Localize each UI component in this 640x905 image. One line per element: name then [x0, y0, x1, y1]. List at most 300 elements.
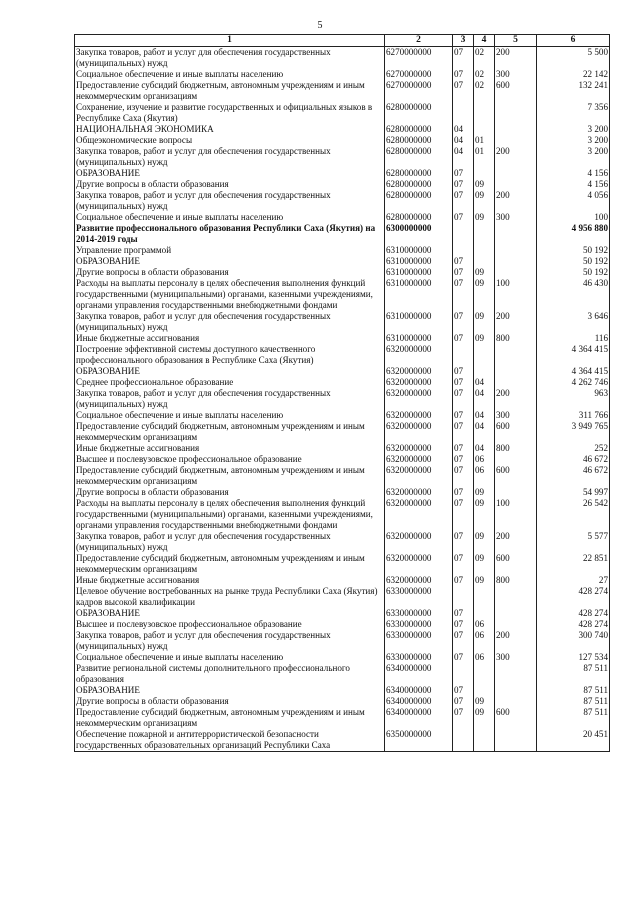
row-amount: 3 200: [537, 124, 610, 135]
row-code: 6320000000: [385, 487, 453, 498]
row-amount: 7 356: [537, 102, 610, 124]
row-section: 04: [453, 124, 474, 135]
row-name: Социальное обеспечение и иные выплаты населению: [75, 212, 385, 223]
row-expense-type: [495, 245, 537, 256]
row-name: ОБРАЗОВАНИЕ: [75, 256, 385, 267]
row-subsection: 04: [474, 388, 495, 410]
row-code: 6320000000: [385, 366, 453, 377]
row-amount: 428 274: [537, 619, 610, 630]
table-row: [75, 586, 610, 608]
row-section: 07: [453, 80, 474, 102]
table-row: [75, 223, 610, 245]
header-code: 2: [385, 35, 453, 47]
row-name: ОБРАЗОВАНИЕ: [75, 608, 385, 619]
header-section: 3: [453, 35, 474, 47]
row-section: 07: [453, 619, 474, 630]
row-expense-type: 300: [495, 652, 537, 663]
row-subsection: [474, 586, 495, 608]
row-amount: 26 542: [537, 498, 610, 531]
row-expense-type: 200: [495, 47, 537, 70]
table-row: [75, 553, 610, 575]
row-expense-type: 800: [495, 443, 537, 454]
row-name: Закупка товаров, работ и услуг для обеспечения государственных (муниципальных) нужд: [75, 311, 385, 333]
row-code: 6320000000: [385, 531, 453, 553]
row-code: 6310000000: [385, 278, 453, 311]
row-section: 04: [453, 135, 474, 146]
table-row: [75, 696, 610, 707]
row-section: 07: [453, 179, 474, 190]
table-row: [75, 498, 610, 531]
table-row: [75, 146, 610, 168]
row-code: 6330000000: [385, 586, 453, 608]
row-section: 07: [453, 421, 474, 443]
table-row: [75, 344, 610, 366]
row-code: 6320000000: [385, 553, 453, 575]
row-section: [453, 245, 474, 256]
row-amount: 87 511: [537, 707, 610, 729]
row-name: Высшее и послевузовское профессиональное образование: [75, 454, 385, 465]
row-subsection: 09: [474, 487, 495, 498]
row-expense-type: [495, 135, 537, 146]
row-subsection: 01: [474, 146, 495, 168]
table-row: [75, 421, 610, 443]
table-row: [75, 531, 610, 553]
row-expense-type: [495, 729, 537, 752]
row-expense-type: [495, 619, 537, 630]
table-row: [75, 652, 610, 663]
row-name: Расходы на выплаты персоналу в целях обеспечения выполнения функций государственными (муниципальными) органами, казенными учреждениями, органами управления государственными внебюджетными фондами: [75, 278, 385, 311]
table-row: [75, 69, 610, 80]
row-section: 07: [453, 696, 474, 707]
row-section: 07: [453, 410, 474, 421]
row-subsection: 09: [474, 553, 495, 575]
row-subsection: 09: [474, 707, 495, 729]
row-expense-type: [495, 168, 537, 179]
table-header-row: [75, 35, 610, 47]
row-section: 07: [453, 388, 474, 410]
row-expense-type: 100: [495, 498, 537, 531]
row-code: 6280000000: [385, 146, 453, 168]
row-name: Иные бюджетные ассигнования: [75, 333, 385, 344]
row-code: 6320000000: [385, 443, 453, 454]
row-code: 6280000000: [385, 212, 453, 223]
row-subsection: 09: [474, 190, 495, 212]
table-row: [75, 47, 610, 70]
row-subsection: 01: [474, 135, 495, 146]
row-section: 07: [453, 454, 474, 465]
page-number: 5: [317, 20, 323, 31]
row-amount: 87 511: [537, 685, 610, 696]
row-expense-type: 200: [495, 146, 537, 168]
row-name: Построение эффективной системы доступного качественного профессионального образования в Республике Саха (Якутия): [75, 344, 385, 366]
row-section: 07: [453, 685, 474, 696]
table-row: [75, 630, 610, 652]
row-section: [453, 729, 474, 752]
row-section: 07: [453, 443, 474, 454]
row-name: Закупка товаров, работ и услуг для обеспечения государственных (муниципальных) нужд: [75, 146, 385, 168]
row-name: Расходы на выплаты персоналу в целях обеспечения выполнения функций государственными (муниципальными) органами, казенными учреждениями, органами управления государственными внебюджетными фондами: [75, 498, 385, 531]
row-code: 6340000000: [385, 663, 453, 685]
row-section: 07: [453, 707, 474, 729]
row-code: 6310000000: [385, 256, 453, 267]
row-subsection: [474, 223, 495, 245]
row-code: 6350000000: [385, 729, 453, 752]
table-row: [75, 619, 610, 630]
row-amount: 50 192: [537, 256, 610, 267]
row-amount: 252: [537, 443, 610, 454]
row-expense-type: 100: [495, 278, 537, 311]
row-amount: 116: [537, 333, 610, 344]
row-expense-type: [495, 454, 537, 465]
row-section: 07: [453, 652, 474, 663]
row-code: 6320000000: [385, 454, 453, 465]
row-name: Среднее профессиональное образование: [75, 377, 385, 388]
row-code: 6330000000: [385, 619, 453, 630]
row-code: 6330000000: [385, 608, 453, 619]
row-subsection: 02: [474, 80, 495, 102]
header-name: 1: [75, 35, 385, 47]
table-row: [75, 663, 610, 685]
header-subsection: 4: [474, 35, 495, 47]
row-subsection: 06: [474, 619, 495, 630]
table-row: [75, 267, 610, 278]
row-subsection: 06: [474, 630, 495, 652]
row-amount: 87 511: [537, 663, 610, 685]
row-section: 04: [453, 146, 474, 168]
row-name: Социальное обеспечение и иные выплаты населению: [75, 652, 385, 663]
table-row: [75, 454, 610, 465]
row-code: 6340000000: [385, 696, 453, 707]
row-amount: 132 241: [537, 80, 610, 102]
row-code: 6320000000: [385, 344, 453, 366]
row-name: Закупка товаров, работ и услуг для обеспечения государственных (муниципальных) нужд: [75, 190, 385, 212]
row-section: 07: [453, 267, 474, 278]
table-row: [75, 102, 610, 124]
row-code: 6330000000: [385, 630, 453, 652]
row-amount: 3 949 765: [537, 421, 610, 443]
row-expense-type: 200: [495, 630, 537, 652]
row-subsection: 09: [474, 311, 495, 333]
row-amount: 22 851: [537, 553, 610, 575]
row-expense-type: 600: [495, 465, 537, 487]
row-expense-type: [495, 586, 537, 608]
row-section: 07: [453, 377, 474, 388]
row-code: 6280000000: [385, 124, 453, 135]
table-row: [75, 80, 610, 102]
row-section: 07: [453, 366, 474, 377]
row-section: [453, 102, 474, 124]
row-subsection: 09: [474, 179, 495, 190]
table-row: [75, 608, 610, 619]
row-name: Предоставление субсидий бюджетным, автономным учреждениям и иным некоммерческим организациям: [75, 465, 385, 487]
table-row: [75, 278, 610, 311]
table-row: [75, 124, 610, 135]
row-amount: 50 192: [537, 245, 610, 256]
row-name: Другие вопросы в области образования: [75, 487, 385, 498]
row-section: 07: [453, 278, 474, 311]
row-subsection: [474, 168, 495, 179]
row-expense-type: 600: [495, 707, 537, 729]
row-amount: 46 672: [537, 454, 610, 465]
row-subsection: 09: [474, 498, 495, 531]
row-name: Предоставление субсидий бюджетным, автономным учреждениям и иным некоммерческим организациям: [75, 80, 385, 102]
row-expense-type: [495, 267, 537, 278]
row-name: Социальное обеспечение и иные выплаты населению: [75, 410, 385, 421]
row-expense-type: 600: [495, 421, 537, 443]
row-amount: 4 262 746: [537, 377, 610, 388]
row-amount: 963: [537, 388, 610, 410]
row-subsection: [474, 663, 495, 685]
row-name: Высшее и послевузовское профессиональное образование: [75, 619, 385, 630]
table-row: [75, 245, 610, 256]
row-name: Другие вопросы в области образования: [75, 267, 385, 278]
row-code: 6330000000: [385, 652, 453, 663]
row-code: 6310000000: [385, 333, 453, 344]
row-name: Предоставление субсидий бюджетным, автономным учреждениям и иным некоммерческим организациям: [75, 707, 385, 729]
row-section: 07: [453, 498, 474, 531]
row-code: 6320000000: [385, 388, 453, 410]
row-code: 6280000000: [385, 168, 453, 179]
row-name: Социальное обеспечение и иные выплаты населению: [75, 69, 385, 80]
table-row: [75, 685, 610, 696]
table-row: [75, 575, 610, 586]
table-row: [75, 465, 610, 487]
row-subsection: [474, 245, 495, 256]
row-section: [453, 344, 474, 366]
table-row: [75, 168, 610, 179]
row-code: 6270000000: [385, 69, 453, 80]
table-row: [75, 366, 610, 377]
table-row: [75, 707, 610, 729]
row-name: Другие вопросы в области образования: [75, 696, 385, 707]
table-row: [75, 311, 610, 333]
row-amount: 46 430: [537, 278, 610, 311]
table-row: [75, 487, 610, 498]
row-subsection: 09: [474, 333, 495, 344]
row-section: 07: [453, 630, 474, 652]
row-subsection: [474, 124, 495, 135]
row-expense-type: [495, 124, 537, 135]
row-amount: 100: [537, 212, 610, 223]
row-subsection: 04: [474, 443, 495, 454]
row-subsection: [474, 366, 495, 377]
row-amount: 4 956 880: [537, 223, 610, 245]
row-subsection: [474, 729, 495, 752]
row-amount: 127 534: [537, 652, 610, 663]
row-amount: 20 451: [537, 729, 610, 752]
row-subsection: 09: [474, 696, 495, 707]
row-code: 6320000000: [385, 575, 453, 586]
row-section: 07: [453, 256, 474, 267]
row-expense-type: 800: [495, 333, 537, 344]
row-name: ОБРАЗОВАНИЕ: [75, 366, 385, 377]
row-section: 07: [453, 608, 474, 619]
table-row: [75, 256, 610, 267]
row-expense-type: 200: [495, 531, 537, 553]
row-expense-type: [495, 179, 537, 190]
row-expense-type: [495, 344, 537, 366]
row-amount: 46 672: [537, 465, 610, 487]
row-subsection: [474, 102, 495, 124]
row-amount: 3 646: [537, 311, 610, 333]
row-subsection: 06: [474, 652, 495, 663]
row-name: Иные бюджетные ассигнования: [75, 575, 385, 586]
row-amount: 5 500: [537, 47, 610, 70]
row-amount: 27: [537, 575, 610, 586]
row-expense-type: 600: [495, 553, 537, 575]
row-name: ОБРАЗОВАНИЕ: [75, 685, 385, 696]
row-name: Закупка товаров, работ и услуг для обеспечения государственных (муниципальных) нужд: [75, 388, 385, 410]
row-section: 07: [453, 212, 474, 223]
row-name: Общеэкономические вопросы: [75, 135, 385, 146]
row-section: 07: [453, 487, 474, 498]
row-code: 6320000000: [385, 421, 453, 443]
row-amount: 4 364 415: [537, 366, 610, 377]
table-row: [75, 190, 610, 212]
table-row: [75, 212, 610, 223]
row-expense-type: [495, 608, 537, 619]
header-expense-type: 5: [495, 35, 537, 47]
table-row: [75, 388, 610, 410]
budget-table: [74, 34, 610, 752]
row-name: Предоставление субсидий бюджетным, автономным учреждениям и иным некоммерческим организациям: [75, 421, 385, 443]
row-amount: 5 577: [537, 531, 610, 553]
row-expense-type: 300: [495, 69, 537, 80]
row-subsection: 09: [474, 212, 495, 223]
row-expense-type: 200: [495, 388, 537, 410]
table-row: [75, 377, 610, 388]
row-section: 07: [453, 333, 474, 344]
table-row: [75, 410, 610, 421]
row-name: Закупка товаров, работ и услуг для обеспечения государственных (муниципальных) нужд: [75, 47, 385, 70]
row-expense-type: 800: [495, 575, 537, 586]
row-subsection: 06: [474, 454, 495, 465]
row-subsection: 06: [474, 465, 495, 487]
row-expense-type: 300: [495, 410, 537, 421]
row-amount: 300 740: [537, 630, 610, 652]
row-section: 07: [453, 47, 474, 70]
row-section: 07: [453, 465, 474, 487]
row-code: 6320000000: [385, 465, 453, 487]
row-subsection: 02: [474, 47, 495, 70]
row-section: 07: [453, 531, 474, 553]
row-amount: 3 200: [537, 135, 610, 146]
row-expense-type: [495, 696, 537, 707]
row-amount: 4 156: [537, 179, 610, 190]
row-subsection: 04: [474, 377, 495, 388]
row-name: Управление программой: [75, 245, 385, 256]
row-code: 6280000000: [385, 135, 453, 146]
row-subsection: [474, 608, 495, 619]
row-amount: 311 766: [537, 410, 610, 421]
row-code: 6320000000: [385, 410, 453, 421]
row-subsection: [474, 685, 495, 696]
row-name: Предоставление субсидий бюджетным, автономным учреждениям и иным некоммерческим организациям: [75, 553, 385, 575]
row-code: 6300000000: [385, 223, 453, 245]
row-expense-type: [495, 223, 537, 245]
row-amount: 4 056: [537, 190, 610, 212]
row-section: 07: [453, 190, 474, 212]
header-amount: 6: [537, 35, 610, 47]
row-section: 07: [453, 69, 474, 80]
table-row: [75, 135, 610, 146]
row-subsection: [474, 344, 495, 366]
row-expense-type: 200: [495, 190, 537, 212]
row-section: 07: [453, 168, 474, 179]
row-amount: 50 192: [537, 267, 610, 278]
row-code: 6340000000: [385, 707, 453, 729]
row-section: 07: [453, 553, 474, 575]
row-name: Целевое обучение востребованных на рынке труда Республики Саха (Якутия) кадров высокой квалификации: [75, 586, 385, 608]
row-expense-type: [495, 663, 537, 685]
table-row: [75, 729, 610, 752]
row-name: Сохранение, изучение и развитие государственных и официальных языков в Республике Саха (Якутия): [75, 102, 385, 124]
row-code: 6280000000: [385, 190, 453, 212]
row-amount: 22 142: [537, 69, 610, 80]
row-section: [453, 663, 474, 685]
row-subsection: 09: [474, 575, 495, 586]
row-subsection: 04: [474, 421, 495, 443]
row-expense-type: [495, 102, 537, 124]
row-name: Закупка товаров, работ и услуг для обеспечения государственных (муниципальных) нужд: [75, 630, 385, 652]
row-code: 6310000000: [385, 311, 453, 333]
row-name: Развитие региональной системы дополнительного профессионального образования: [75, 663, 385, 685]
table-row: [75, 179, 610, 190]
row-code: 6280000000: [385, 179, 453, 190]
row-subsection: 04: [474, 410, 495, 421]
row-subsection: 09: [474, 267, 495, 278]
row-section: 07: [453, 575, 474, 586]
row-amount: 4 364 415: [537, 344, 610, 366]
row-expense-type: [495, 377, 537, 388]
row-code: 6280000000: [385, 102, 453, 124]
row-expense-type: 600: [495, 80, 537, 102]
row-amount: 87 511: [537, 696, 610, 707]
table-row: [75, 443, 610, 454]
row-amount: 4 156: [537, 168, 610, 179]
row-name: НАЦИОНАЛЬНАЯ ЭКОНОМИКА: [75, 124, 385, 135]
row-name: Обеспечение пожарной и антитеррористической безопасности государственных образовательных организаций Республики Саха: [75, 729, 385, 752]
row-expense-type: 300: [495, 212, 537, 223]
row-name: Другие вопросы в области образования: [75, 179, 385, 190]
row-code: 6310000000: [385, 267, 453, 278]
row-expense-type: [495, 487, 537, 498]
row-subsection: 09: [474, 278, 495, 311]
row-code: 6270000000: [385, 80, 453, 102]
row-section: 07: [453, 311, 474, 333]
row-code: 6310000000: [385, 245, 453, 256]
row-subsection: [474, 256, 495, 267]
row-amount: 428 274: [537, 608, 610, 619]
row-expense-type: [495, 366, 537, 377]
table-row: [75, 333, 610, 344]
row-name: ОБРАЗОВАНИЕ: [75, 168, 385, 179]
row-code: 6340000000: [385, 685, 453, 696]
row-code: 6320000000: [385, 498, 453, 531]
row-subsection: 09: [474, 531, 495, 553]
row-name: Закупка товаров, работ и услуг для обеспечения государственных (муниципальных) нужд: [75, 531, 385, 553]
row-section: [453, 586, 474, 608]
row-section: [453, 223, 474, 245]
row-expense-type: 200: [495, 311, 537, 333]
row-code: 6270000000: [385, 47, 453, 70]
row-amount: 3 200: [537, 146, 610, 168]
row-name: Иные бюджетные ассигнования: [75, 443, 385, 454]
row-name: Развитие профессионального образования Республики Саха (Якутия) на 2014-2019 годы: [75, 223, 385, 245]
row-code: 6320000000: [385, 377, 453, 388]
row-expense-type: [495, 685, 537, 696]
row-amount: 54 997: [537, 487, 610, 498]
